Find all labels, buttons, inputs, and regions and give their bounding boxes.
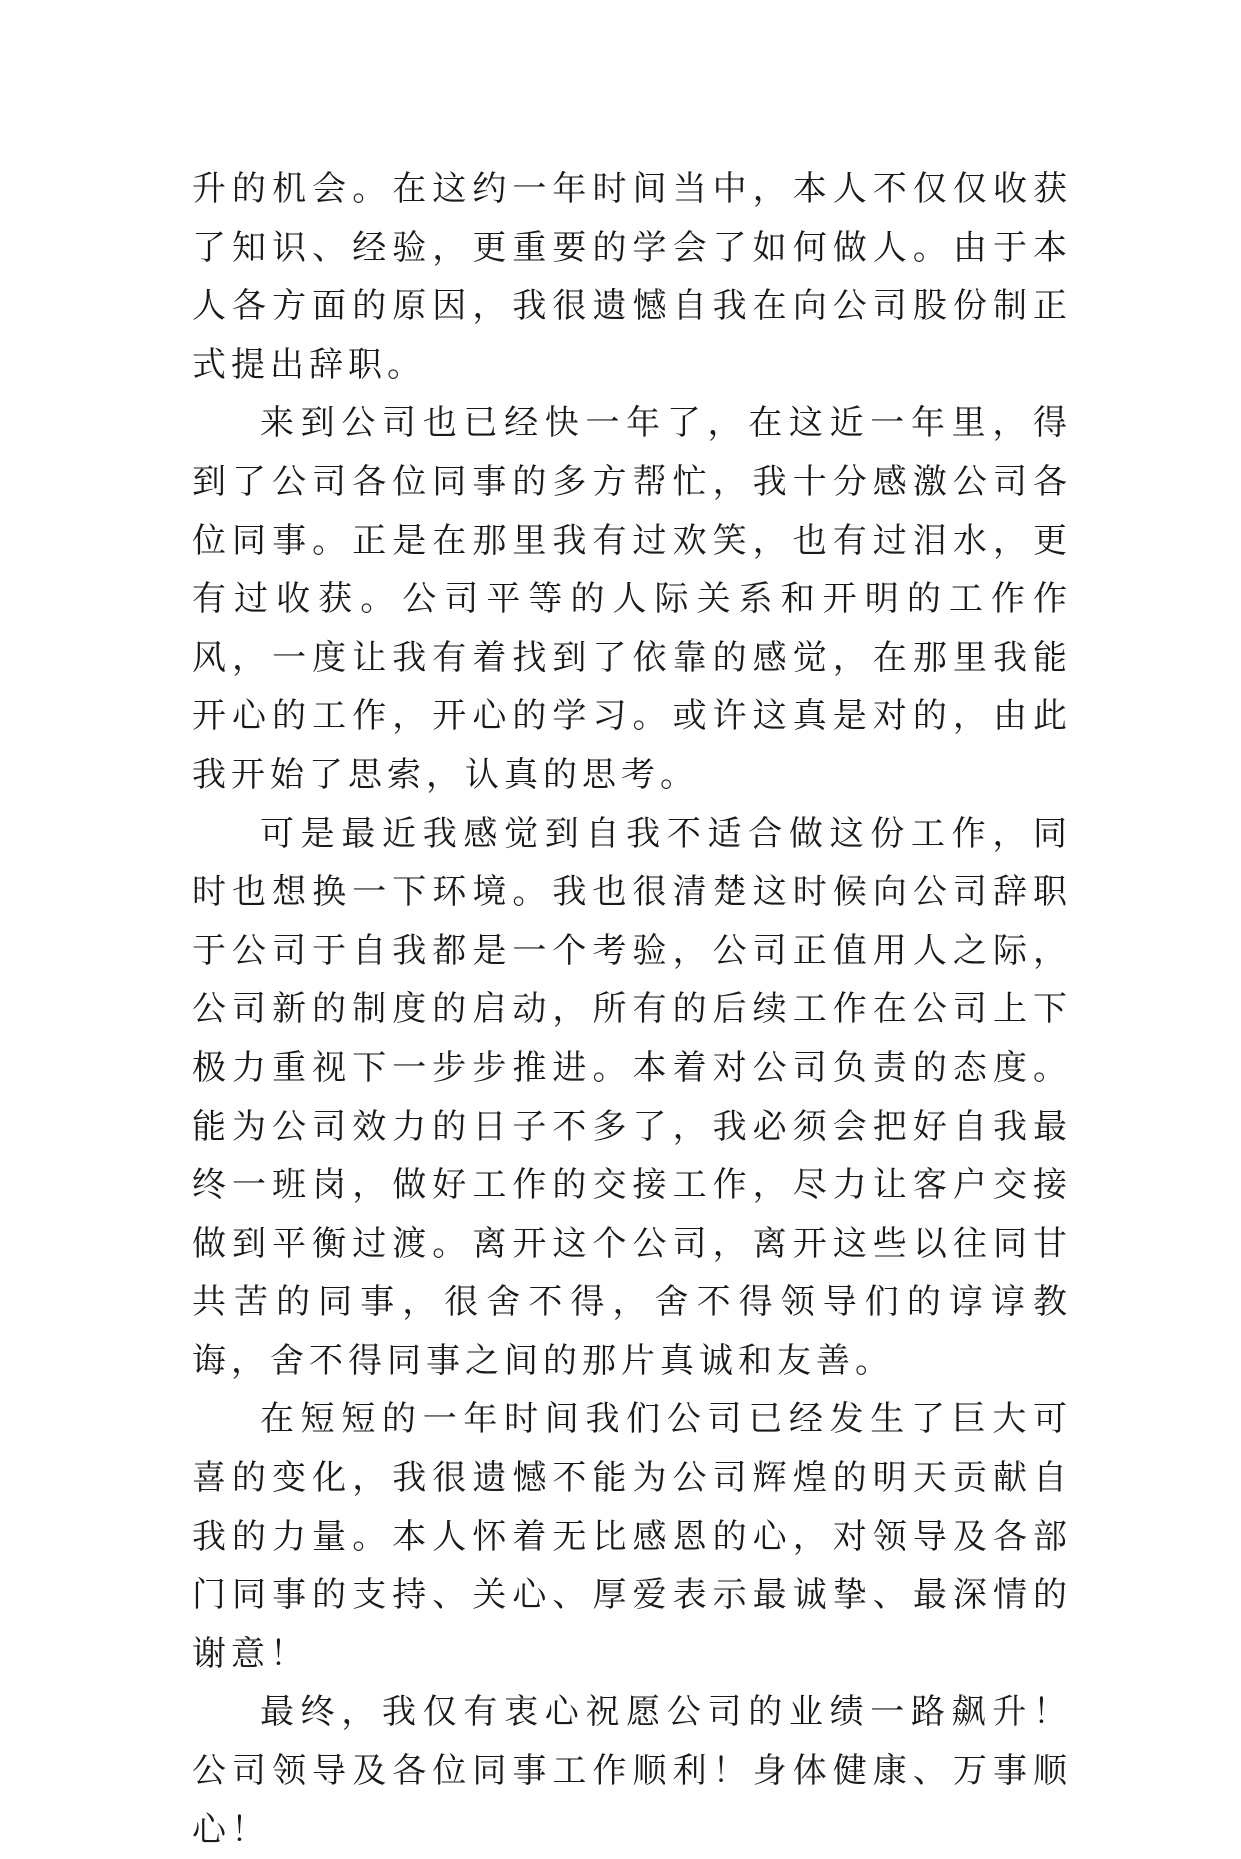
paragraph: 来到公司也已经快一年了，在这近一年里，得到了公司各位同事的多方帮忙，我十分感激公司各位同事。正是在那里我有过欢笑，也有过泪水，更有过收获。公司平等的人际关系和开明的工作作风，一度让我有着找到了依靠的感觉，在那里我能开心的工作，开心的学习。或许这真是对的，由此我开始了思索，认真的思考。 (192, 403, 1072, 795)
paragraph: 最终，我仅有衷心祝愿公司的业绩一路飙升！公司领导及各位同事工作顺利！身体健康、万事顺心！ (192, 1692, 1072, 1850)
paragraph: 在短短的一年时间我们公司已经发生了巨大可喜的变化，我很遗憾不能为公司辉煌的明天贡献自我的力量。本人怀着无比感恩的心，对领导及各部门同事的支持、关心、厚爱表示最诚挚、最深情的谢意！ (192, 1399, 1072, 1674)
letter-body (192, 160, 1072, 1859)
paragraph-continuation: 升的机会。在这约一年时间当中，本人不仅仅收获了知识、经验，更重要的学会了如何做人。由于本人各方面的原因，我很遗憾自我在向公司股份制正式提出辞职。 (192, 169, 1072, 385)
paragraph: 可是最近我感觉到自我不适合做这份工作，同时也想换一下环境。我也很清楚这时候向公司辞职于公司于自我都是一个考验，公司正值用人之际，公司新的制度的启动，所有的后续工作在公司上下极力重视下一步步推进。本着对公司负责的态度。能为公司效力的日子不多了，我必须会把好自我最终一班岗，做好工作的交接工作，尽力让客户交接做到平衡过渡。离开这个公司，离开这些以往同甘共苦的同事，很舍不得，舍不得领导们的谆谆教诲，舍不得同事之间的那片真诚和友善。 (192, 813, 1072, 1381)
